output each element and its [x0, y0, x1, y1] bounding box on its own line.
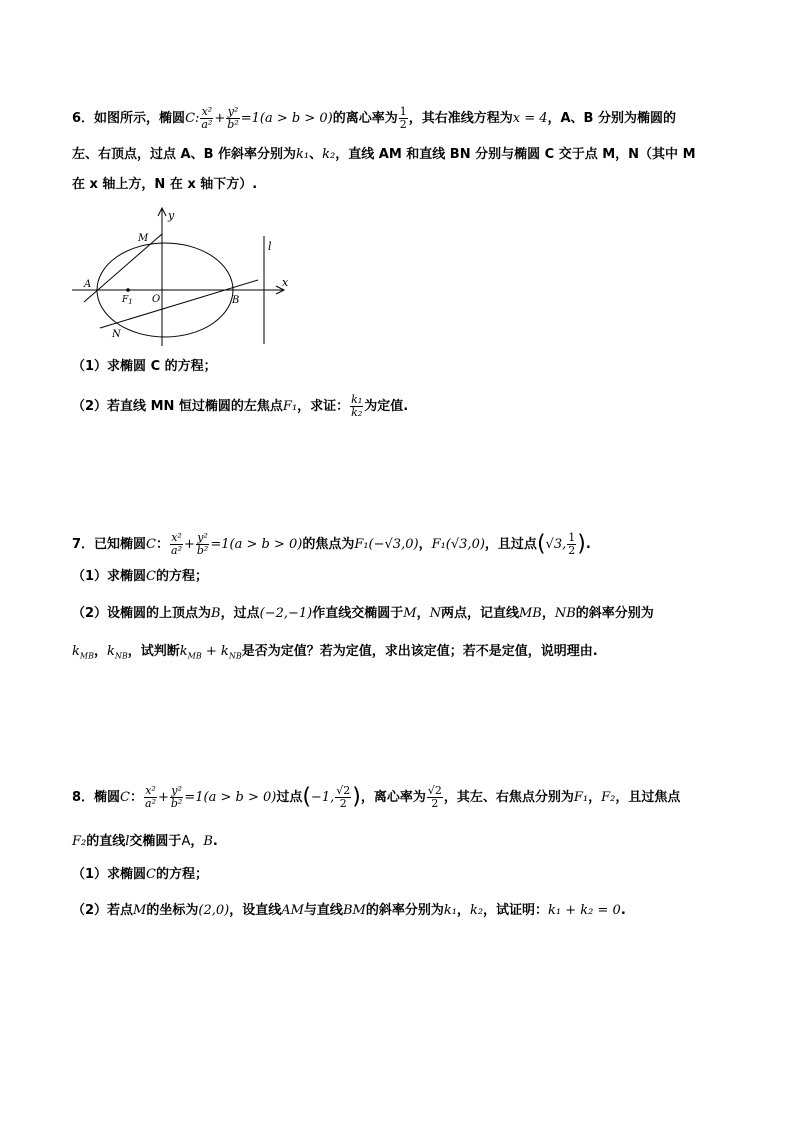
label-o: O [152, 294, 161, 305]
line-am [84, 234, 162, 302]
fraction: $\frac{\text{k₁}}{\text{k₂}}$ [351, 393, 363, 419]
p6-question-2: （2）若直线 MN 恒过椭圆的左焦点F₁，求证： $\frac{\text{k₁}}{\text{k₂}}$ 为定值. [72, 393, 409, 419]
label-a: A [84, 279, 92, 290]
fraction: $\frac{\text{x²}}{\text{a²}}$ [145, 784, 156, 810]
ellipse-figure [70, 204, 300, 350]
fraction: $\frac{1}{2}$ [399, 105, 407, 131]
p6-number: 6． [72, 111, 95, 126]
p7-question-1: （1）求椭圆C的方程； [72, 569, 209, 584]
label-l: l [268, 240, 272, 253]
p6-line-3: 在 x 轴上方，N 在 x 轴下方）. [72, 177, 258, 192]
p6-line-2: 左、右顶点，过点 A、B 作斜率分别为k₁、k₂，直线 AM 和直线 BN 分别与椭圆 C 交于点 M，N（其中 M [72, 147, 696, 162]
label-y: y [168, 209, 175, 222]
p7-line-3: $k_{MB}$，$k_{NB}$，试判断$k_{MB} + k_{NB}$是否为定值？若为定值，求出该定值；若不是定值，说明理由. [72, 644, 598, 661]
label-x: x [282, 276, 289, 289]
focus-point [126, 288, 130, 292]
fraction: $\frac{√2}{2}$ [336, 784, 351, 810]
label-f1: $F_1$ [122, 295, 133, 306]
fraction: $\frac{1}{2}$ [568, 531, 576, 557]
label-b: B [232, 295, 240, 306]
fraction: $\frac{\text{x²}}{\text{a²}}$ [201, 105, 213, 131]
fraction: $\frac{\text{y²}}{\text{b²}}$ [227, 105, 239, 131]
label-m: M [138, 233, 149, 244]
p8-question-1: （1）求椭圆C的方程； [72, 867, 209, 882]
p7-line-1: 7．已知椭圆C： $\frac{\text{x²}}{\text{a²}}$ + $\frac{\text{y²}}{\text{b²}}$ =1(a > b > 0)的焦点为F₁(−√3,0)，F₁(√3,0)，且过点(√3, $\frac{1}{2}$ ). [72, 531, 591, 557]
label-n: N [112, 329, 121, 340]
fraction: $\frac{\text{y²}}{\text{b²}}$ [170, 784, 183, 810]
fraction: $\frac{\text{y²}}{\text{b²}}$ [196, 531, 209, 557]
p8-line-1: 8．椭圆C： $\frac{\text{x²}}{\text{a²}}$ + $\frac{\text{y²}}{\text{b²}}$ =1(a > b > 0)过点(−1, $\frac{√2}{2}$ )，离心率为 $\frac{√2}{2}$ ，其左、右焦点分别为F₁，F₂，且过焦点 [72, 784, 681, 810]
fraction: $\frac{\text{x²}}{\text{a²}}$ [171, 531, 182, 557]
p6-line-1: 6．如图所示，椭圆C: $\frac{\text{x²}}{\text{a²}}$ + $\frac{\text{y²}}{\text{b²}}$ =1(a > b > 0)的离心率为 $\frac{1}{2}$ ，其右准线方程为x = 4，A、B 分别为椭圆的 [72, 105, 676, 131]
p7-question-2: （2）设椭圆的上顶点为B，过点(−2,−1)作直线交椭圆于M，N两点，记直线MB，NB的斜率分别为 [72, 606, 654, 621]
fraction: $\frac{√2}{2}$ [427, 784, 442, 810]
p8-question-2: （2）若点M的坐标为(2,0)，设直线AM与直线BM的斜率分别为k₁，k₂，试证明：k₁ + k₂ = 0. [72, 903, 626, 918]
p8-line-2: F₂的直线l交椭圆于A，B. [72, 834, 218, 849]
p6-question-1: （1）求椭圆 C 的方程； [72, 359, 217, 374]
